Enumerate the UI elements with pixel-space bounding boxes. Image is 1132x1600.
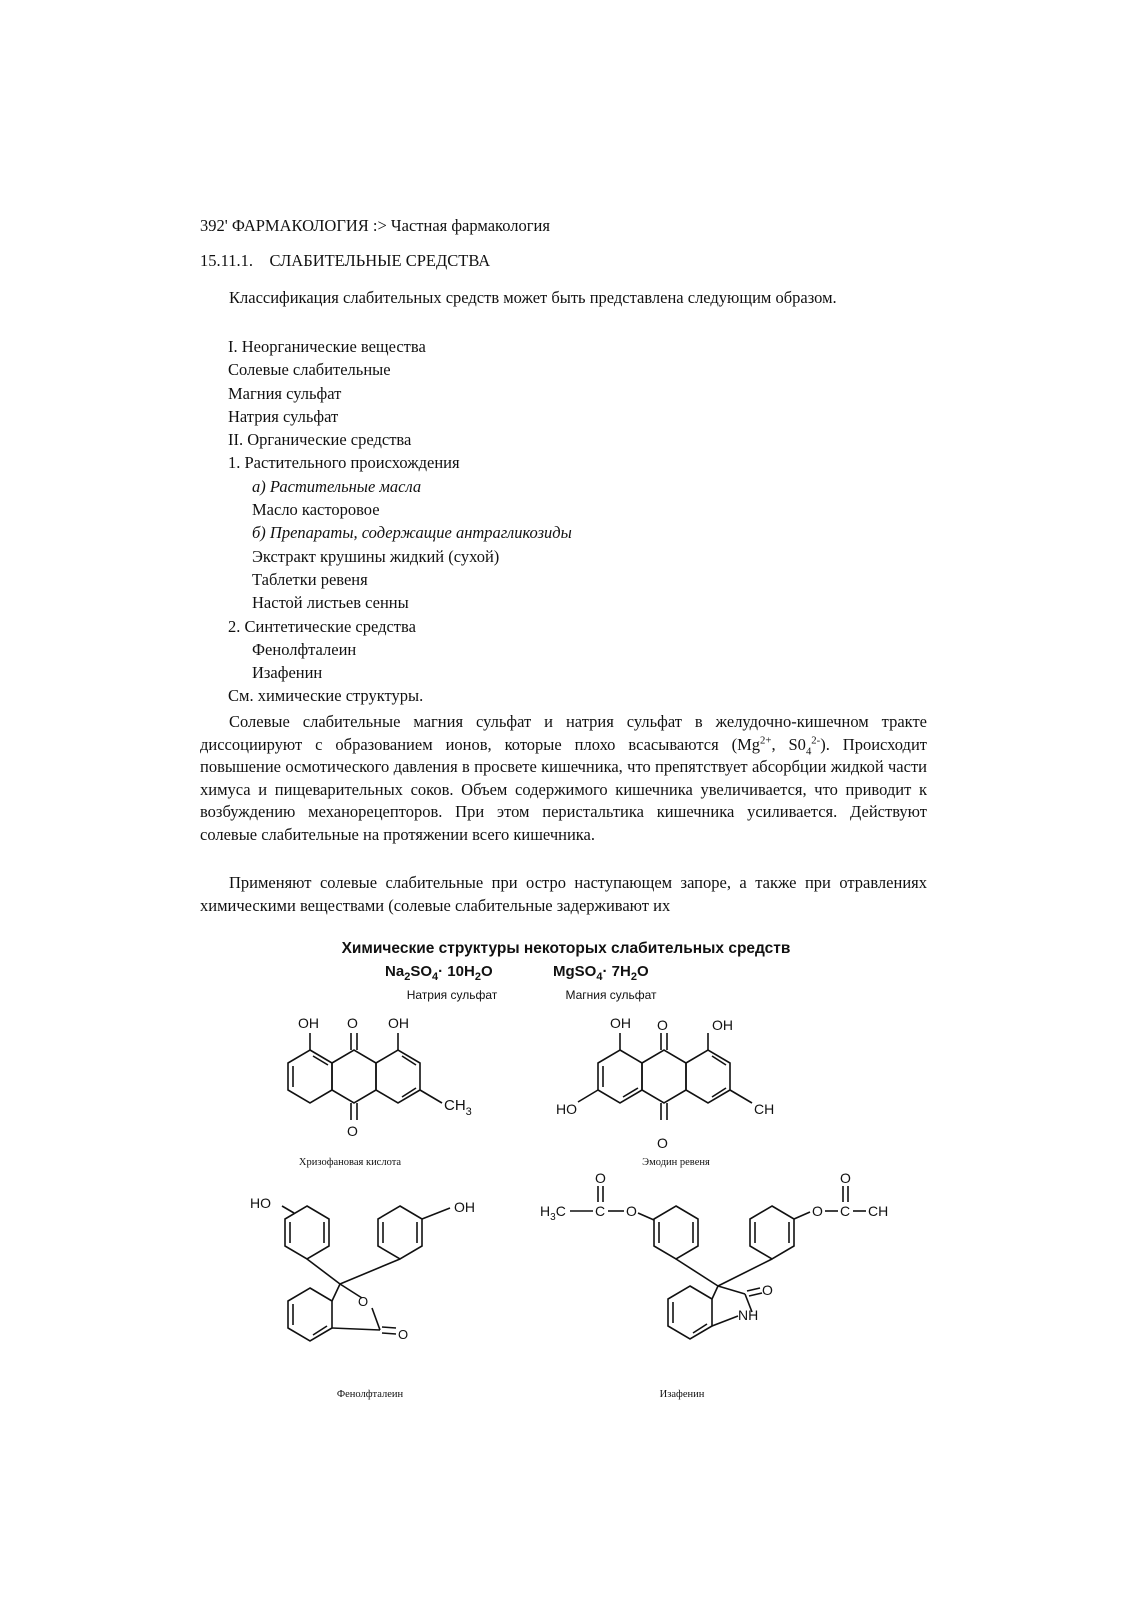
- classification-item: Фенолфталеин: [252, 639, 357, 659]
- svg-text:O: O: [347, 1123, 358, 1139]
- svg-text:OH: OH: [454, 1199, 475, 1215]
- classification-item: 2. Синтетические средства: [228, 616, 416, 636]
- svg-text:O: O: [762, 1282, 773, 1298]
- svg-text:O: O: [812, 1203, 823, 1219]
- classification-item: Солевые слабительные: [228, 360, 391, 380]
- classification-list: [228, 336, 572, 709]
- paragraph-2-text-c: ). Происходит повышение осмотического давления в просвете кишечника, что препятствует абсорбции жидкой части химуса и пищеварительных соков. Объем содержимого кишечника увеличивается, что приводит к возбуждению механорецепторов. При этом перистальтика кишечника усиливается. Действуют солевые слабительные на протяжении всего кишечника.: [200, 734, 927, 844]
- caption-isaphenin: Изафенин: [659, 1389, 705, 1400]
- caption-phenolphthalein: Фенолфталеин: [336, 1389, 404, 1400]
- classification-item: б) Препараты, содержащие антрагликозиды: [252, 523, 572, 543]
- svg-text:H3C: $H_3C$: [540, 1203, 566, 1223]
- classification-item: Таблетки ревеня: [252, 569, 368, 589]
- usage-paragraph: [200, 872, 927, 917]
- isaphenin-structure: [540, 1170, 888, 1400]
- caption-emodin: Эмодин ревеня: [642, 1157, 710, 1168]
- svg-text:MgSO4· 7H2O: MgSO$_4$· $7H_2O$: [553, 963, 649, 983]
- classification-item: Магния сульфат: [228, 383, 342, 403]
- svg-text:HO: HO: [556, 1101, 577, 1117]
- svg-text:HO: HO: [250, 1195, 271, 1211]
- svg-text:O: O: [626, 1203, 637, 1219]
- svg-text:C: C: [595, 1203, 606, 1219]
- svg-text:O: O: [358, 1294, 369, 1309]
- svg-text:O: O: [657, 1017, 668, 1033]
- svg-text:O: O: [398, 1327, 409, 1342]
- classification-item: См. химические структуры.: [228, 686, 424, 706]
- svg-text:CH: CH: [868, 1203, 889, 1219]
- running-title: ' ФАРМАКОЛОГИЯ :> Частная фармакология: [224, 216, 550, 235]
- svg-text:OH: OH: [388, 1015, 409, 1031]
- classification-item: Масло касторовое: [252, 500, 380, 520]
- magnesium-sulfate-formula: [553, 963, 657, 1002]
- mg-charge: 2+: [760, 734, 772, 747]
- salt-laxatives-paragraph: [200, 711, 927, 847]
- svg-text:OH: OH: [610, 1015, 631, 1031]
- paragraph-2-text-b: , S0: [771, 734, 806, 754]
- usage-text: Применяют солевые слабительные при остро наступающем запоре, а также при отравлениях химическими веществами (солевые слабительные задерживают их: [200, 873, 927, 915]
- intro-text: Классификация слабительных средств может быть представлена следующим образом.: [229, 288, 837, 307]
- chemical-structures-figure: [0, 950, 1132, 1430]
- svg-text:O: O: [347, 1015, 358, 1031]
- svg-text:OH: OH: [712, 1017, 733, 1033]
- magnesium-sulfate-label: Магния сульфат: [565, 988, 657, 1002]
- classification-item: I. Неорганические вещества: [228, 337, 426, 356]
- page-number: 392: [200, 216, 225, 235]
- classification-item: Настой листьев сенны: [252, 593, 409, 613]
- figure-title: Химические структуры некоторых слабительных средств: [341, 940, 791, 957]
- classification-item: Натрия сульфат: [228, 406, 339, 426]
- svg-text:O: O: [840, 1170, 851, 1186]
- classification-item: II. Органические средства: [228, 430, 412, 450]
- svg-text:CH: CH: [754, 1101, 775, 1117]
- svg-text:O: O: [657, 1135, 668, 1151]
- phenolphthalein-structure: [250, 1195, 475, 1400]
- emodin-structure: [556, 1015, 774, 1168]
- section-title: 15.11.1. СЛАБИТЕЛЬНЫЕ СРЕДСТВА: [200, 251, 491, 270]
- classification-item: 1. Растительного происхождения: [228, 453, 460, 473]
- svg-text:OH: OH: [298, 1015, 319, 1031]
- svg-text:C: C: [840, 1203, 851, 1219]
- svg-text:CH3: $CH_3$: [444, 1097, 472, 1118]
- svg-text:NH: NH: [738, 1307, 759, 1323]
- so4-index: 4: [805, 744, 812, 757]
- paragraph-2-text-a: Солевые слабительные магния сульфат и натрия сульфат в желудочно-кишечном тракте диссоциируют с образованием ионов, которые плохо всасываются (Mg: [200, 712, 927, 754]
- intro-paragraph: [200, 287, 927, 310]
- svg-text:Na2SO4· 10H2O: $Na_2SO_4\cdot 10H_2O$: [385, 963, 493, 983]
- classification-item: Изафенин: [252, 663, 323, 683]
- sodium-sulfate-label: Натрия сульфат: [406, 988, 498, 1002]
- classification-item: Экстракт крушины жидкий (сухой): [252, 546, 500, 566]
- svg-text:O: O: [595, 1170, 606, 1186]
- sodium-sulfate-formula: [385, 963, 498, 1002]
- classification-item: а) Растительные масла: [252, 476, 422, 496]
- chrysophanic-acid-structure: [288, 1015, 472, 1168]
- so4-charge: 2-: [811, 734, 821, 747]
- running-header: [200, 216, 550, 236]
- caption-chrysophanic-acid: Хризофановая кислота: [298, 1157, 402, 1168]
